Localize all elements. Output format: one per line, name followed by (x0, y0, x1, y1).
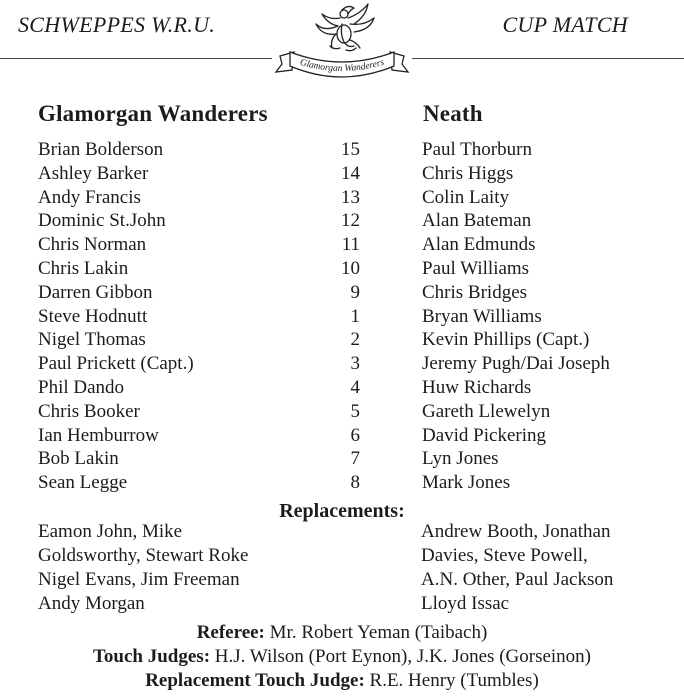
home-player: Sean Legge (38, 472, 128, 494)
home-team-list (38, 138, 194, 495)
referee-label: Referee: (196, 622, 265, 643)
referee-line (0, 622, 684, 644)
away-player: Alan Bateman (422, 210, 532, 232)
shirt-number: 6 (350, 424, 360, 446)
shirt-number: 3 (350, 353, 360, 375)
away-replacement-line: A.N. Other, Paul Jackson (421, 569, 614, 590)
touch-judges-line (0, 646, 684, 668)
club-crest-logo (270, 0, 414, 96)
crest-motto: Glamorgan Wanderers (298, 57, 386, 75)
home-player: Phil Dando (38, 376, 125, 398)
home-player: Dominic St.John (38, 210, 166, 232)
away-player: Chris Higgs (422, 162, 514, 184)
home-player: Brian Bolderson (38, 139, 164, 160)
away-player: Paul Williams (422, 257, 530, 279)
replacement-touch-judge-label: Replacement Touch Judge: (145, 670, 365, 691)
home-replacement-line: Nigel Evans, Jim Freeman (38, 569, 240, 590)
home-replacement-line: Andy Morgan (38, 593, 145, 614)
touch-judges-names: H.J. Wilson (Port Eynon), J.K. Jones (Gorseinon) (214, 646, 592, 667)
home-player: Ashley Barker (38, 162, 149, 184)
shirt-number: 4 (350, 376, 360, 398)
home-player: Darren Gibbon (38, 281, 153, 303)
away-player: Huw Richards (422, 376, 532, 398)
shirt-number: 10 (341, 257, 360, 279)
away-player: Bryan Williams (422, 305, 542, 327)
shirt-number: 2 (350, 329, 360, 351)
shirt-number: 15 (341, 139, 360, 160)
away-player: Kevin Phillips (Capt.) (422, 329, 590, 351)
shirt-number: 9 (350, 281, 360, 303)
home-replacement-line: Eamon John, Mike (38, 521, 183, 542)
home-player: Chris Booker (38, 400, 140, 422)
touch-judges-label: Touch Judges: (92, 646, 211, 667)
away-player: Alan Edmunds (422, 234, 536, 256)
away-replacement-line: Andrew Booth, Jonathan (421, 521, 611, 542)
shirt-number: 7 (350, 448, 360, 470)
home-player: Nigel Thomas (38, 329, 146, 351)
shirt-number: 13 (341, 186, 360, 208)
header-rule-left (0, 58, 272, 59)
home-team-name: Glamorgan Wanderers (38, 101, 268, 126)
home-replacement-line: Goldsworthy, Stewart Roke (38, 545, 249, 566)
replacements-heading: Replacements: (279, 500, 405, 522)
away-player: Lyn Jones (422, 448, 499, 470)
away-player: Jeremy Pugh/Dai Joseph (422, 353, 610, 375)
away-team-list (422, 138, 610, 495)
replacement-touch-judge-line (0, 670, 684, 692)
away-replacement-line: Davies, Steve Powell, (421, 545, 588, 566)
competition-title: SCHWEPPES W.R.U. (18, 12, 216, 37)
away-player: Paul Thorburn (422, 139, 532, 160)
away-replacements (421, 520, 613, 616)
replacement-touch-judge-name: R.E. Henry (Tumbles) (369, 670, 539, 691)
away-player: Mark Jones (422, 472, 511, 494)
away-team-name: Neath (423, 101, 483, 126)
away-player: Colin Laity (422, 186, 510, 208)
home-player: Chris Norman (38, 234, 147, 256)
home-player: Steve Hodnutt (38, 305, 148, 327)
shirt-number: 5 (350, 400, 360, 422)
home-player: Ian Hemburrow (38, 424, 159, 446)
home-player: Chris Lakin (38, 257, 129, 279)
home-replacements (38, 520, 248, 616)
referee-name: Mr. Robert Yeman (Taibach) (269, 622, 488, 643)
shirt-number-list (330, 138, 360, 495)
away-player: Chris Bridges (422, 281, 528, 303)
home-player: Bob Lakin (38, 448, 119, 470)
shirt-number: 8 (350, 472, 360, 494)
away-replacement-line: Lloyd Issac (421, 593, 510, 614)
home-player: Andy Francis (38, 186, 141, 208)
header-rule-right (412, 58, 684, 59)
shirt-number: 11 (341, 234, 360, 256)
shirt-number: 1 (350, 305, 360, 327)
match-type: CUP MATCH (502, 12, 628, 37)
away-player: David Pickering (422, 424, 547, 446)
shirt-number: 14 (341, 162, 360, 184)
shirt-number: 12 (341, 210, 360, 232)
away-player: Gareth Llewelyn (422, 400, 551, 422)
home-player: Paul Prickett (Capt.) (38, 353, 194, 375)
